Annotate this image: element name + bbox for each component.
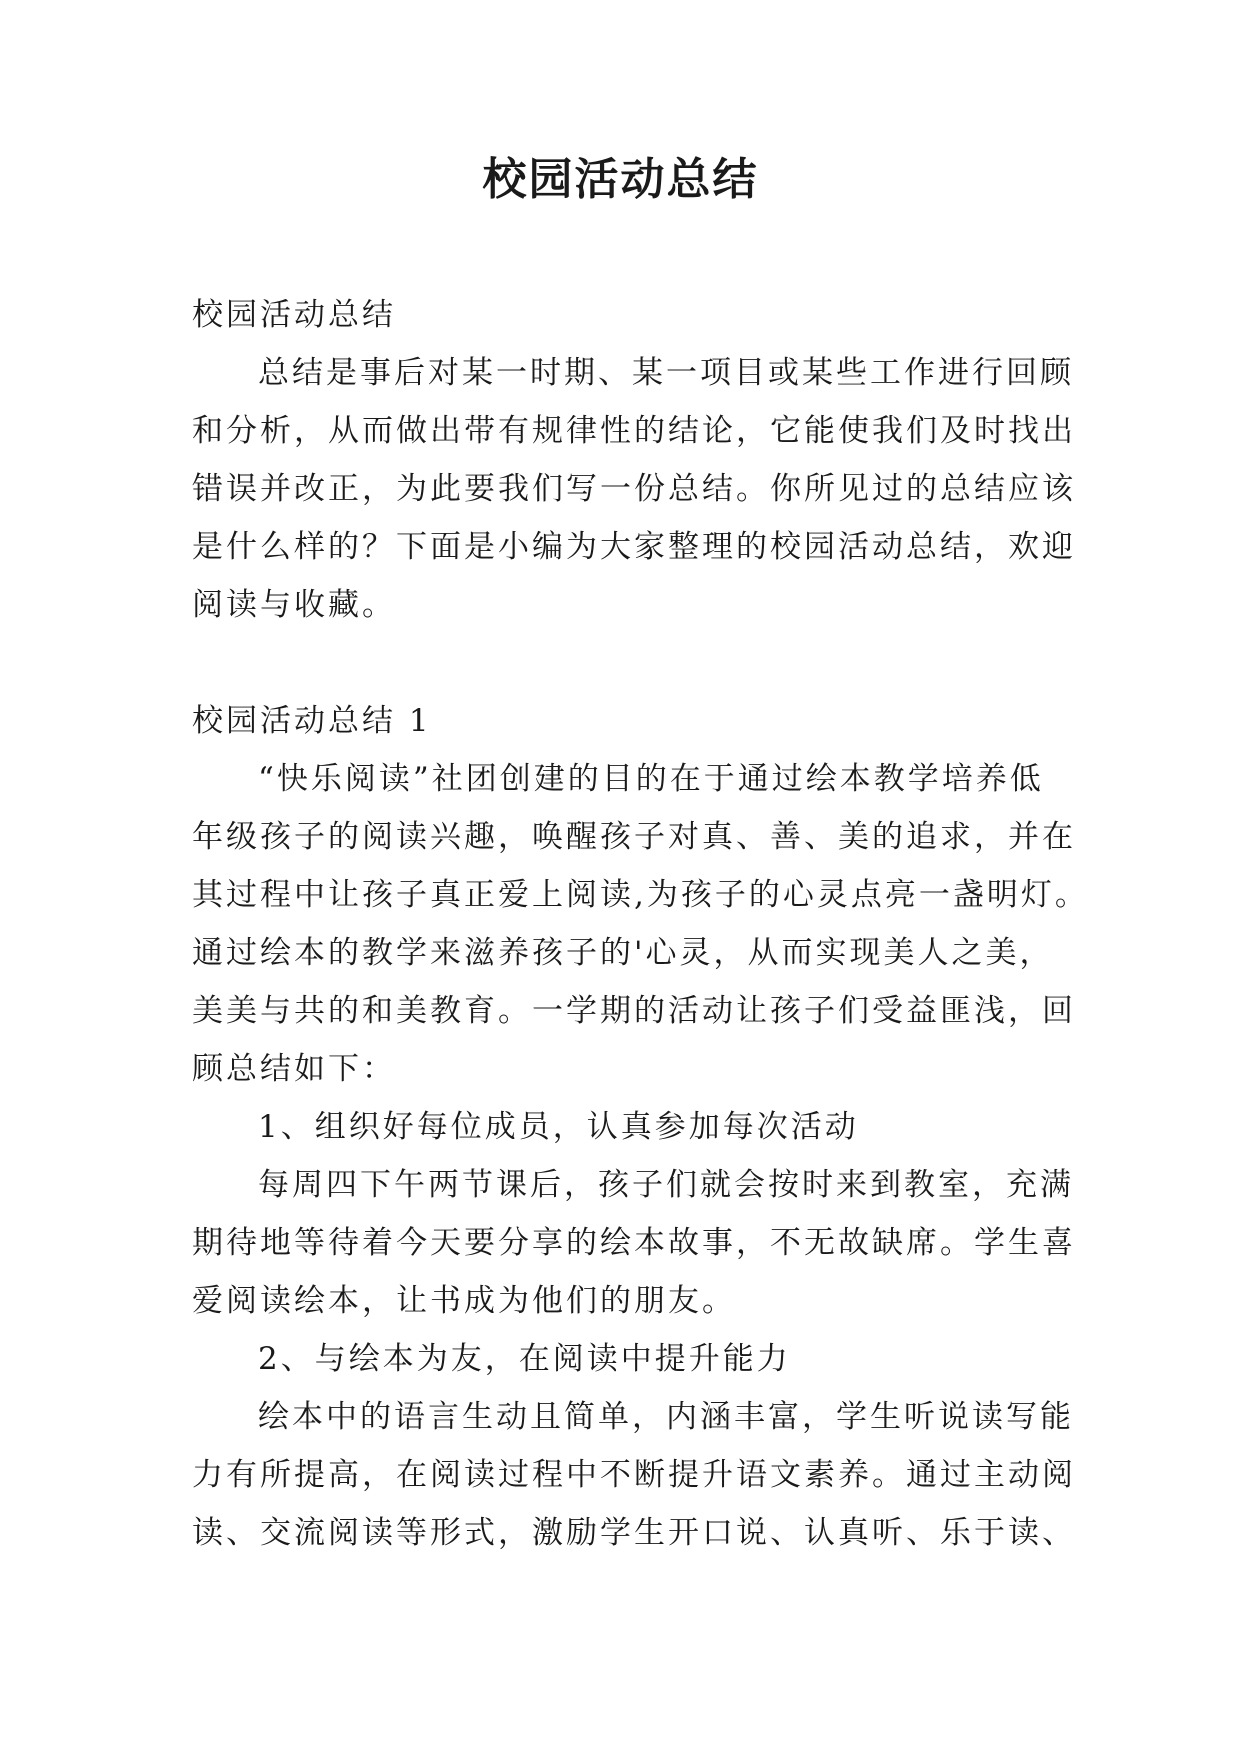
item-line: 爱阅读绘本，让书成为他们的朋友。 (192, 1283, 736, 1319)
intro-line: 总结是事后对某一时期、某一项目或某些工作进行回顾 (258, 355, 1074, 391)
item-line: 期待地等待着今天要分享的绘本故事，不无故缺席。学生喜 (192, 1225, 1076, 1261)
item-line: 读、交流阅读等形式，激励学生开口说、认真听、乐于读、 (192, 1515, 1076, 1551)
document-body (192, 286, 1089, 1562)
section-line: “快乐阅读”社团创建的目的在于通过绘本教学培养低 (258, 761, 1044, 797)
document-title: 校园活动总结 (482, 154, 759, 205)
item-heading: 1、组织好每位成员，认真参加每次活动 (258, 1109, 859, 1145)
section-line: 美美与共的和美教育。一学期的活动让孩子们受益匪浅，回 (192, 993, 1076, 1029)
item-line: 每周四下午两节课后，孩子们就会按时来到教室，充满 (258, 1167, 1074, 1203)
section-heading: 校园活动总结 1 (192, 703, 432, 739)
intro-line: 和分析，从而做出带有规律性的结论，它能使我们及时找出 (192, 413, 1076, 449)
item-heading: 2、与绘本为友，在阅读中提升能力 (258, 1341, 791, 1377)
intro-line: 是什么样的？下面是小编为大家整理的校园活动总结，欢迎 (192, 529, 1076, 565)
section-line: 顾总结如下： (192, 1051, 396, 1087)
intro-heading: 校园活动总结 (192, 297, 396, 333)
section-line: 其过程中让孩子真正爱上阅读,为孩子的心灵点亮一盏明灯。 (192, 877, 1089, 913)
item-line: 绘本中的语言生动且简单，内涵丰富，学生听说读写能 (258, 1399, 1074, 1435)
section-line: 通过绘本的教学来滋养孩子的'心灵，从而实现美人之美， (192, 935, 1054, 971)
item-line: 力有所提高，在阅读过程中不断提升语文素养。通过主动阅 (192, 1457, 1076, 1493)
intro-line: 阅读与收藏。 (192, 587, 396, 623)
section-line: 年级孩子的阅读兴趣，唤醒孩子对真、善、美的追求，并在 (192, 819, 1076, 855)
intro-line: 错误并改正，为此要我们写一份总结。你所见过的总结应该 (192, 471, 1076, 507)
paragraph-gap (192, 634, 1072, 692)
